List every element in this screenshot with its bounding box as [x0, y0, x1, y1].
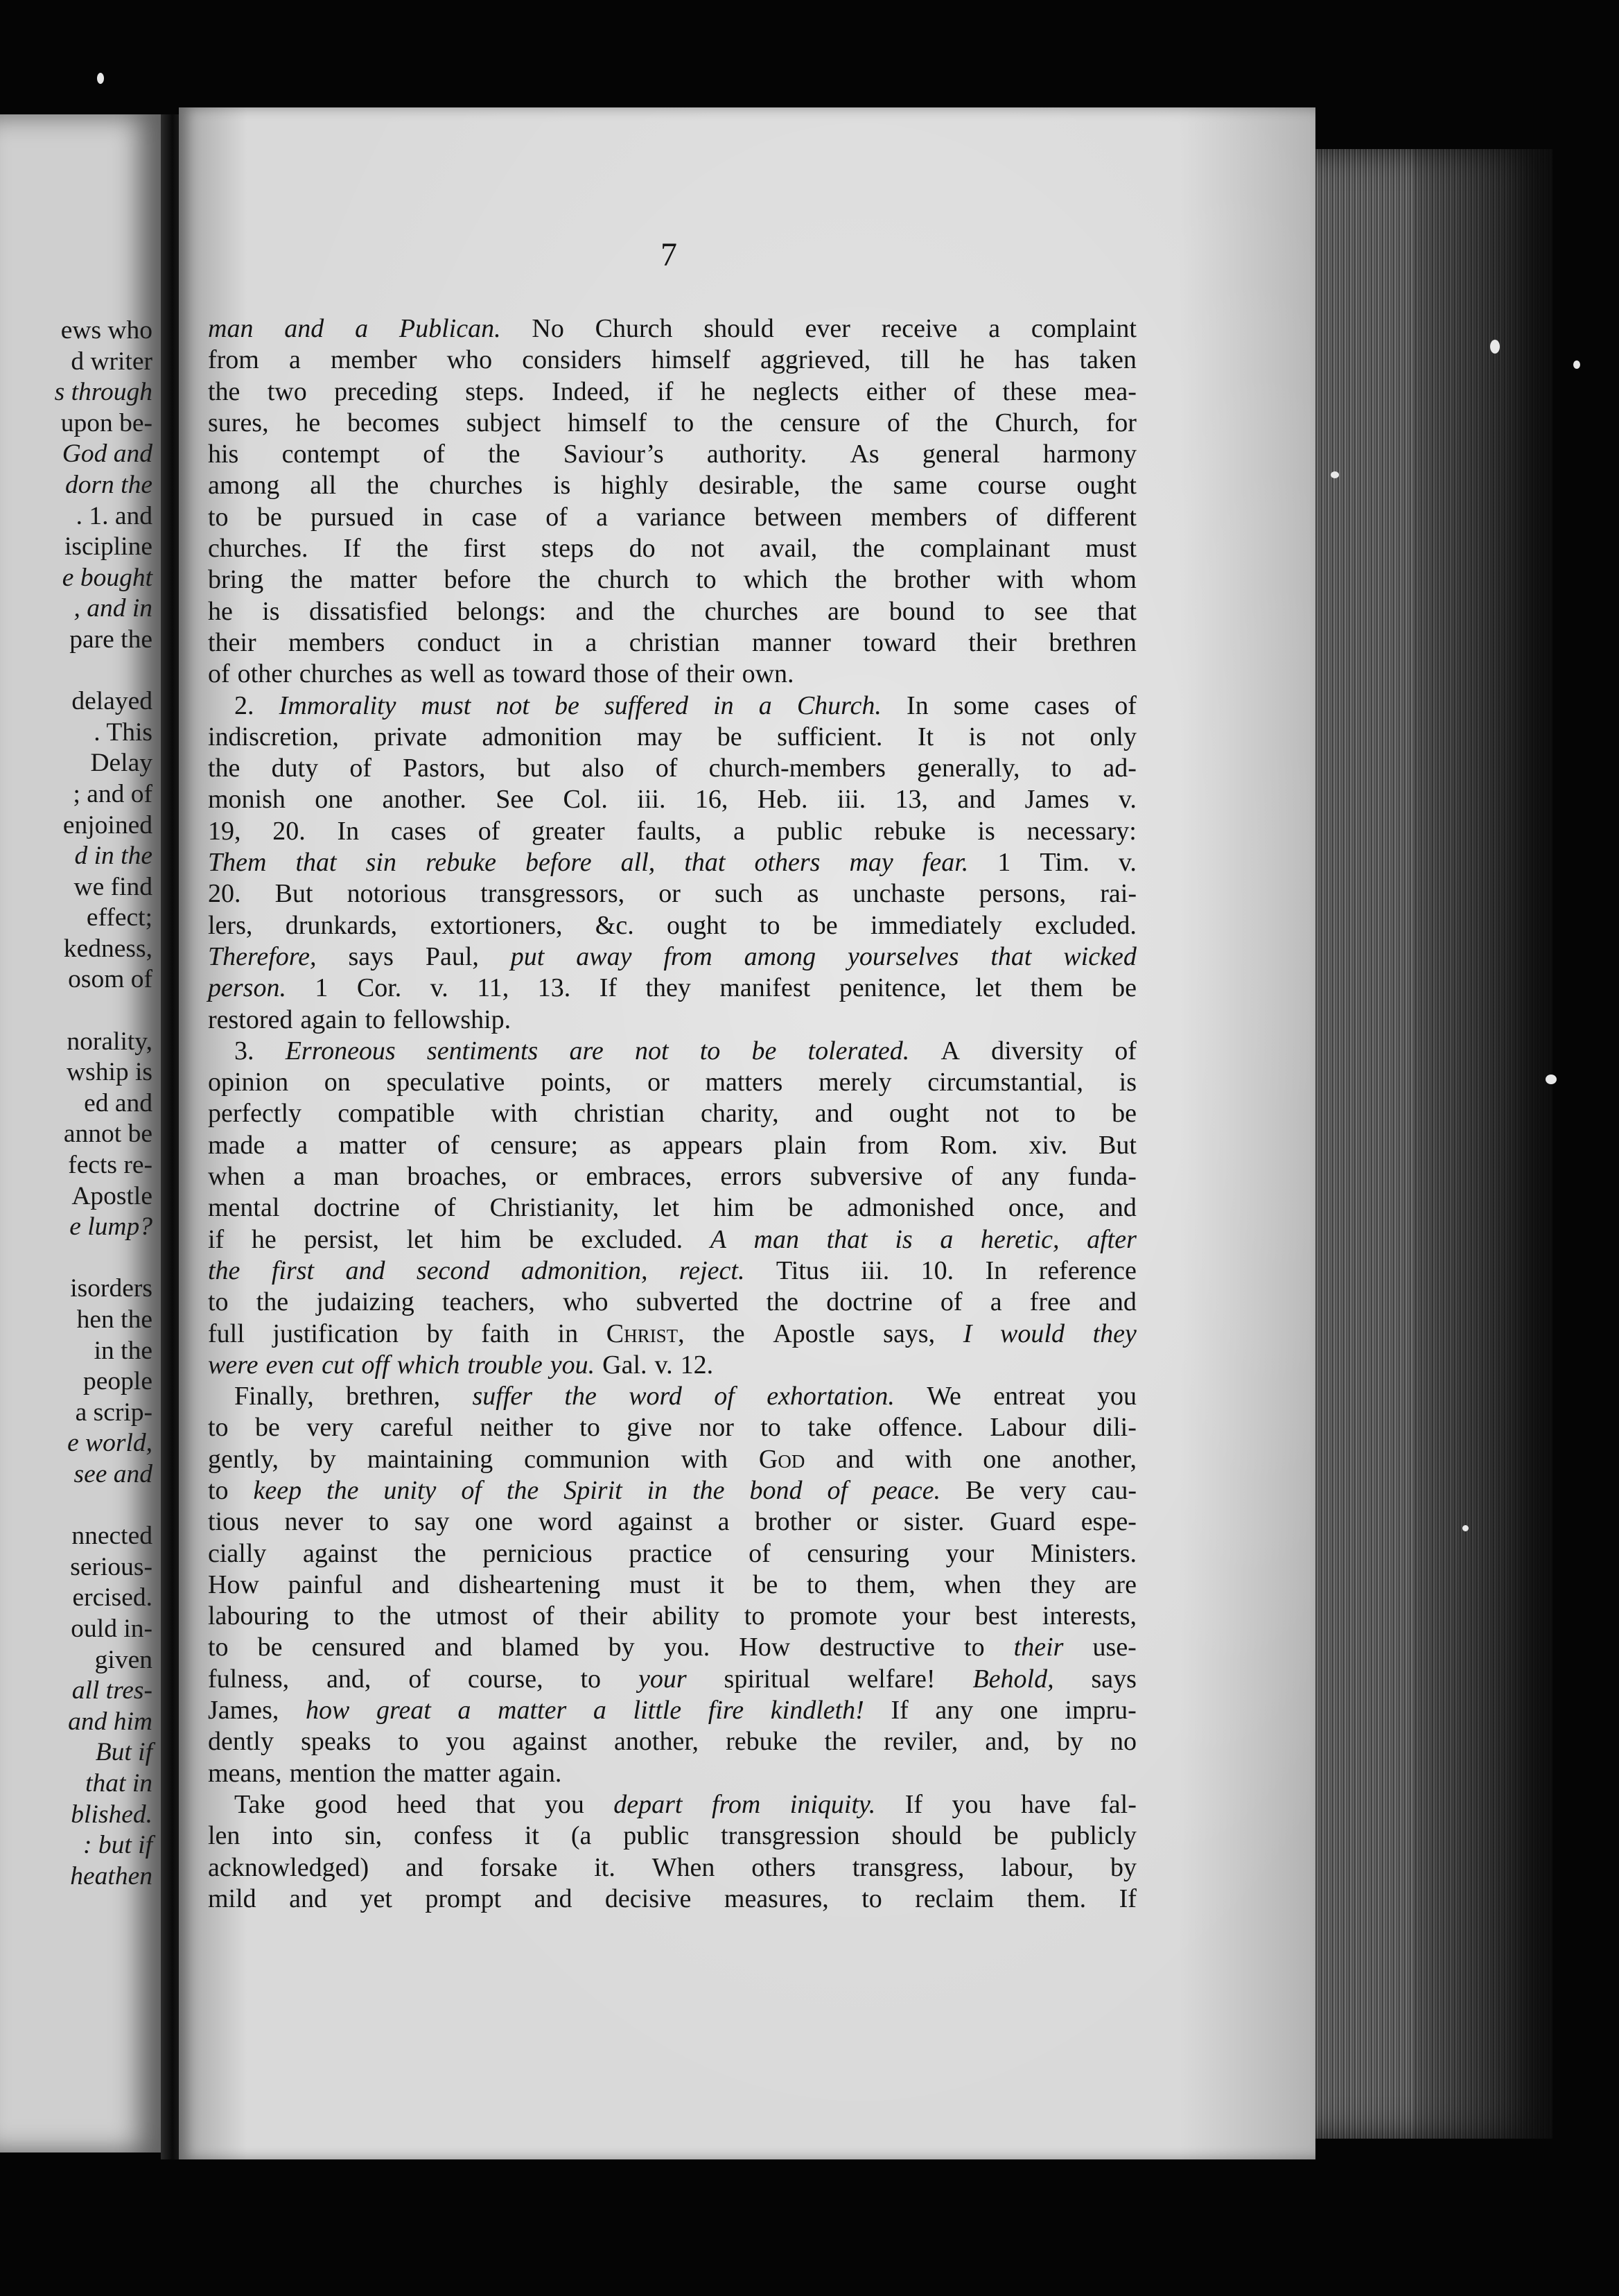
facing-page-line — [0, 1366, 152, 1398]
facing-page-line — [0, 964, 152, 995]
facing-page-text-fragment: isorders — [70, 1274, 152, 1303]
facing-page-line — [0, 377, 152, 408]
text-line: acknowledged) and forsake it. When others transgress, labour, by — [208, 1852, 1137, 1882]
facing-page-text-fragment: ; and of — [73, 779, 152, 808]
facing-page-text-fragment: dorn the — [64, 470, 152, 499]
facing-page-text-fragment: ould in- — [71, 1614, 152, 1643]
facing-page-line — [0, 593, 152, 625]
facing-page-text — [0, 315, 152, 1892]
facing-page-line — [0, 1552, 152, 1583]
facing-page-line — [0, 1490, 152, 1522]
facing-page-line — [0, 1459, 152, 1490]
facing-page-line — [0, 1428, 152, 1459]
facing-page-text-fragment: serious- — [70, 1552, 152, 1581]
text-line: cially against the pernicious practice of censuring your Ministers. — [208, 1538, 1137, 1568]
text-line: James, how great a matter a little fire kindleth! If any one impru- — [208, 1696, 1137, 1725]
facing-page-text-fragment: e world, — [67, 1429, 152, 1458]
facing-page-text-fragment: But if — [95, 1738, 152, 1767]
text-line: Therefore, says Paul, put away from among yourselves that wicked — [208, 941, 1137, 971]
facing-page-line — [0, 1150, 152, 1181]
text-line: Them that sin rebuke before all, that others may fear. 1 Tim. v. — [208, 848, 1137, 878]
facing-page-line — [0, 1676, 152, 1707]
text-line: How painful and disheartening must it be to them, when they are — [208, 1569, 1137, 1599]
text-line: len into sin, confess it (a public transgression should be publicly — [208, 1821, 1137, 1851]
text-line: means, mention the matter again. — [208, 1758, 562, 1788]
facing-page-text-fragment: fects re- — [68, 1151, 152, 1180]
text-line: gently, by maintaining communion with God and with one another, — [208, 1444, 1137, 1474]
facing-page-text-fragment: and him — [68, 1707, 152, 1736]
text-line: sures, he becomes subject himself to the censure of the Church, for — [208, 408, 1137, 437]
facing-page-line — [0, 470, 152, 501]
facing-page-text-fragment: a scrip- — [75, 1398, 152, 1427]
facing-page-line — [0, 779, 152, 810]
facing-page-text-fragment: e bought — [62, 563, 152, 592]
facing-page-line — [0, 1737, 152, 1768]
facing-page-text-fragment: effect; — [86, 903, 152, 932]
text-line: indiscretion, private admonition may be sufficient. It is not only — [208, 722, 1137, 751]
text-line: Finally, brethren, suffer the word of exhortation. We entreat you — [234, 1382, 1137, 1411]
facing-page-text-fragment: heathen — [70, 1861, 152, 1890]
text-line: dently speaks to you against another, rebuke the reviler, and, by no — [208, 1727, 1137, 1757]
facing-page-line — [0, 1645, 152, 1676]
facing-page-line — [0, 1398, 152, 1429]
text-line: restored again to fellowship. — [208, 1004, 511, 1034]
main-text-block — [208, 313, 1137, 1915]
facing-page-text-fragment: . 1. and — [76, 501, 152, 530]
facing-page-text-fragment: upon be- — [60, 408, 152, 437]
page-edges-shadow — [1414, 149, 1552, 2139]
facing-page-line — [0, 1027, 152, 1058]
text-line: from a member who considers himself aggrieved, till he has taken — [208, 345, 1137, 375]
text-line: if he persist, let him be excluded. A man that is a heretic, after — [208, 1224, 1137, 1254]
facing-page-text-fragment: we find — [73, 872, 152, 901]
text-line: to be very careful neither to give nor to take offence. Labour dili- — [208, 1413, 1137, 1443]
facing-page-line — [0, 903, 152, 934]
text-line: were even cut off which trouble you. Gal. v. 12. — [208, 1350, 714, 1380]
text-line: the duty of Pastors, but also of church-members generally, to ad- — [208, 754, 1137, 783]
paper-speck — [1546, 1075, 1557, 1084]
text-line: churches. If the first steps do not avail, the complainant must — [208, 534, 1137, 564]
facing-page-text-fragment: see and — [73, 1459, 152, 1488]
facing-page-line — [0, 532, 152, 563]
text-line: bring the matter before the church to which the brother with whom — [208, 565, 1137, 595]
facing-page-line — [0, 408, 152, 440]
facing-page-line — [0, 1768, 152, 1800]
facing-page-text-fragment: iscipline — [64, 532, 152, 562]
facing-page-text-fragment: s through — [54, 378, 152, 407]
facing-page-text-fragment: in the — [94, 1336, 152, 1365]
text-line: the first and second admonition, reject. Titus iii. 10. In reference — [208, 1255, 1137, 1285]
facing-page-line — [0, 501, 152, 532]
text-line: fulness, and, of course, to your spiritual welfare! Behold, says — [208, 1664, 1137, 1694]
text-line: their members conduct in a christian manner toward their brethren — [208, 627, 1137, 657]
text-line: 3. Erroneous sentiments are not to be tolerated. A diversity of — [234, 1036, 1137, 1066]
facing-page-text-fragment: given — [94, 1645, 152, 1674]
facing-page-line — [0, 995, 152, 1027]
paper-speck — [1490, 340, 1500, 354]
facing-page-line — [0, 718, 152, 749]
facing-page-text-fragment: all tres- — [71, 1676, 152, 1705]
facing-page-line — [0, 1305, 152, 1336]
facing-page-line — [0, 1181, 152, 1212]
page-number: 7 — [660, 236, 677, 273]
facing-page-line — [0, 1057, 152, 1088]
facing-page-text-fragment: ed and — [84, 1088, 152, 1117]
facing-page-text-fragment: wship is — [67, 1058, 152, 1087]
facing-page-text-fragment: annot be — [63, 1120, 152, 1149]
text-line: mental doctrine of Christianity, let him be admonished once, and — [208, 1193, 1137, 1223]
facing-page-line — [0, 1273, 152, 1305]
facing-page-line — [0, 748, 152, 779]
facing-page-line — [0, 315, 152, 347]
facing-page-line — [0, 1243, 152, 1274]
text-line: to the judaizing teachers, who subverted the doctrine of a free and — [208, 1287, 1137, 1317]
facing-page-text-fragment: Delay — [90, 749, 152, 778]
facing-page-line — [0, 686, 152, 718]
facing-page-line — [0, 1088, 152, 1120]
text-line: he is dissatisfied belongs: and the churches are bound to see that — [208, 596, 1137, 626]
facing-page-text-fragment: God and — [62, 440, 152, 469]
facing-page-text-fragment: d in the — [74, 842, 152, 871]
text-line: 19, 20. In cases of greater faults, a public rebuke is necessary: — [208, 816, 1137, 846]
text-line: lers, drunkards, extortioners, &c. ought to be immediately excluded. — [208, 910, 1137, 940]
facing-page-text-fragment: ews who — [60, 316, 152, 345]
facing-page-line — [0, 1521, 152, 1552]
facing-page-text-fragment: . This — [94, 718, 152, 747]
text-line: 2. Immorality must not be suffered in a Church. In some cases of — [234, 690, 1137, 720]
facing-page-line — [0, 841, 152, 872]
text-line: to be pursued in case of a variance between members of different — [208, 502, 1137, 532]
facing-page-text-fragment: d writer — [71, 347, 152, 376]
facing-page-line — [0, 625, 152, 656]
facing-page-line — [0, 1800, 152, 1831]
text-line: among all the churches is highly desirable, the same course ought — [208, 471, 1137, 501]
facing-page-line — [0, 934, 152, 965]
facing-page-text-fragment: blished. — [71, 1800, 152, 1829]
facing-page-line — [0, 1861, 152, 1893]
text-line: when a man broaches, or embraces, errors subversive of any funda- — [208, 1162, 1137, 1192]
facing-page-line — [0, 1830, 152, 1861]
facing-page-fragment — [0, 114, 161, 2152]
facing-page-text-fragment: nnected — [71, 1522, 152, 1551]
text-line: to keep the unity of the Spirit in the bond of peace. Be very cau- — [208, 1475, 1137, 1505]
facing-page-line — [0, 810, 152, 842]
text-line: monish one another. See Col. iii. 16, Heb. iii. 13, and James v. — [208, 785, 1137, 815]
facing-page-line — [0, 656, 152, 687]
text-line: the two preceding steps. Indeed, if he neglects either of these mea- — [208, 376, 1137, 406]
text-line: tious never to say one word against a brother or sister. Guard espe- — [208, 1507, 1137, 1537]
text-line: labouring to the utmost of their ability to promote your best interests, — [208, 1601, 1137, 1631]
facing-page-text-fragment: enjoined — [62, 810, 152, 840]
facing-page-line — [0, 439, 152, 470]
text-line: person. 1 Cor. v. 11, 13. If they manifest penitence, let them be — [208, 973, 1137, 1003]
facing-page-line — [0, 1614, 152, 1645]
text-line: Take good heed that you depart from iniquity. If you have fal- — [234, 1789, 1137, 1819]
text-line: 20. But notorious transgressors, or such as unchaste persons, rai- — [208, 879, 1137, 909]
paper-speck — [1331, 471, 1339, 478]
facing-page-line — [0, 347, 152, 378]
facing-page-text-fragment: pare the — [69, 625, 152, 654]
facing-page-line — [0, 563, 152, 594]
facing-page-text-fragment: Apostle — [71, 1181, 152, 1210]
facing-page-text-fragment: osom of — [68, 965, 152, 994]
facing-page-line — [0, 1212, 152, 1243]
facing-page-text-fragment: norality, — [67, 1027, 152, 1056]
facing-page-line — [0, 872, 152, 903]
paper-speck — [97, 73, 104, 84]
facing-page-text-fragment: : but if — [83, 1831, 152, 1860]
text-line: of other churches as well as toward those of their own. — [208, 659, 794, 689]
text-line: to be censured and blamed by you. How destructive to their use- — [208, 1633, 1137, 1662]
facing-page-text-fragment: that in — [85, 1768, 152, 1798]
text-line: full justification by faith in Christ, the Apostle says, I would they — [208, 1319, 1137, 1348]
text-line: mild and yet prompt and decisive measures, to reclaim them. If — [208, 1884, 1137, 1913]
text-line: his contempt of the Saviour’s authority. As general harmony — [208, 440, 1137, 469]
book-gutter — [161, 114, 180, 2159]
text-line: perfectly compatible with christian charity, and ought not to be — [208, 1099, 1137, 1129]
facing-page-text-fragment: delayed — [71, 687, 152, 716]
facing-page-line — [0, 1707, 152, 1738]
facing-page-text-fragment: , and in — [73, 594, 152, 623]
facing-page-text-fragment: kedness, — [63, 934, 152, 963]
facing-page-line — [0, 1119, 152, 1150]
paper-speck — [1573, 360, 1580, 369]
text-line: made a matter of censure; as appears plain from Rom. xiv. But — [208, 1130, 1137, 1160]
facing-page-line — [0, 1583, 152, 1614]
facing-page-text-fragment: ercised. — [72, 1583, 152, 1612]
paper-speck — [1462, 1525, 1469, 1531]
facing-page-text-fragment: hen the — [76, 1305, 152, 1334]
text-line: opinion on speculative points, or matters merely circumstantial, is — [208, 1068, 1137, 1097]
facing-page-text-fragment: people — [83, 1367, 152, 1396]
facing-page-text-fragment: e lump? — [69, 1212, 152, 1242]
facing-page-line — [0, 1336, 152, 1367]
text-line: man and a Publican. No Church should ever receive a complaint — [208, 314, 1137, 343]
